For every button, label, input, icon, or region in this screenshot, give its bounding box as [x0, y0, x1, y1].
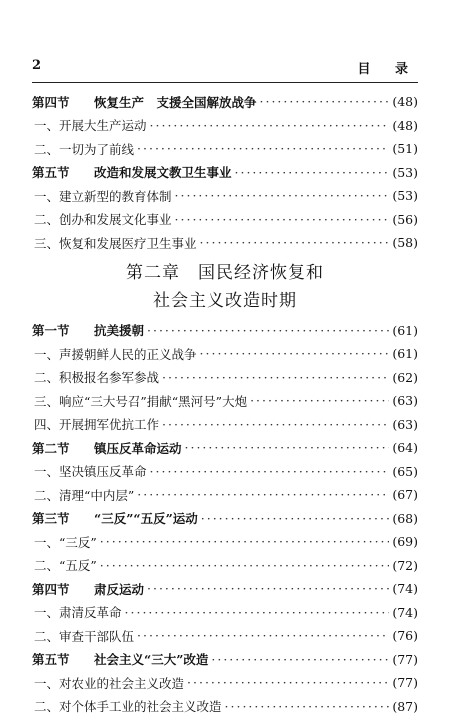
section-number: 第二节: [32, 439, 94, 457]
toc-item-entry[interactable]: [32, 366, 418, 390]
entry-page-number: (67): [392, 487, 418, 502]
dot-leader: [185, 440, 390, 455]
toc-item-entry[interactable]: [32, 530, 418, 554]
entry-page-number: (48): [392, 118, 418, 133]
entry-page-number: (61): [392, 346, 418, 361]
entry-page-number: (51): [392, 141, 418, 156]
item-index: 二、: [34, 486, 59, 504]
entry-page-number: (63): [392, 393, 418, 408]
item-index: 三、: [34, 234, 59, 252]
toc-section-entry[interactable]: [32, 90, 418, 114]
dot-leader: [187, 675, 389, 690]
toc-item-entry[interactable]: [32, 601, 418, 625]
dot-leader: [200, 235, 390, 250]
toc-item-entry[interactable]: [32, 137, 418, 161]
entry-page-number: (68): [392, 511, 418, 526]
item-index: 一、: [34, 187, 59, 205]
entry-title: 社会主义“三大”改造: [94, 650, 208, 668]
entry-title: “五反”: [59, 556, 97, 574]
dot-leader: [150, 464, 390, 479]
entry-page-number: (61): [392, 323, 418, 338]
dot-leader: [150, 118, 390, 133]
entry-title: 坚决镇压反革命: [59, 462, 147, 480]
entry-title: 恢复生产 支援全国解放战争: [94, 93, 257, 111]
toc-block-2: [32, 319, 418, 718]
dot-leader: [137, 628, 389, 643]
entry-title: “三反”“五反”运动: [94, 509, 198, 527]
entry-page-number: (77): [392, 652, 418, 667]
chapter-title-line2: 社会主义改造时期: [32, 287, 418, 315]
entry-title: 改造和发展文教卫生事业: [94, 163, 232, 181]
item-index: 一、: [34, 533, 59, 551]
dot-leader: [175, 212, 390, 227]
entry-title: 镇压反革命运动: [94, 439, 182, 457]
entry-page-number: (72): [392, 558, 418, 573]
entry-page-number: (63): [392, 417, 418, 432]
entry-title: 肃清反革命: [59, 603, 122, 621]
dot-leader: [137, 141, 389, 156]
header-rule: [32, 82, 418, 83]
entry-title: 对农业的社会主义改造: [59, 674, 184, 692]
entry-title: 清理“中内层”: [59, 486, 134, 504]
dot-leader: [162, 370, 389, 385]
entry-page-number: (87): [392, 699, 418, 714]
toc-item-entry[interactable]: [32, 231, 418, 255]
entry-page-number: (76): [392, 628, 418, 643]
toc-item-entry[interactable]: [32, 114, 418, 138]
toc-item-entry[interactable]: [32, 483, 418, 507]
toc-item-entry[interactable]: [32, 624, 418, 648]
toc-item-entry[interactable]: [32, 554, 418, 578]
dot-leader: [235, 165, 390, 180]
toc-item-entry[interactable]: [32, 671, 418, 695]
toc-section-entry[interactable]: [32, 436, 418, 460]
entry-title: 肃反运动: [94, 580, 144, 598]
entry-title: 声援朝鲜人民的正义战争: [59, 345, 197, 363]
dot-leader: [250, 393, 389, 408]
entry-page-number: (64): [392, 440, 418, 455]
toc-block-1: [32, 90, 418, 255]
item-index: 二、: [34, 140, 59, 158]
item-index: 一、: [34, 116, 59, 134]
entry-page-number: (48): [392, 94, 418, 109]
entry-page-number: (53): [392, 188, 418, 203]
item-index: 二、: [34, 627, 59, 645]
entry-page-number: (74): [392, 605, 418, 620]
entry-title: “三反”: [59, 533, 97, 551]
item-index: 一、: [34, 674, 59, 692]
entry-page-number: (65): [392, 464, 418, 479]
dot-leader: [162, 417, 389, 432]
entry-title: 抗美援朝: [94, 321, 144, 339]
toc-list: [32, 90, 418, 718]
item-index: 二、: [34, 210, 59, 228]
header-title: 目 录: [357, 58, 418, 77]
section-number: 第三节: [32, 509, 94, 527]
toc-item-entry[interactable]: [32, 460, 418, 484]
page-header: [32, 58, 418, 80]
entry-page-number: (58): [392, 235, 418, 250]
entry-page-number: (74): [392, 581, 418, 596]
item-index: 一、: [34, 603, 59, 621]
item-index: 三、: [34, 392, 59, 410]
toc-item-entry[interactable]: [32, 389, 418, 413]
toc-section-entry[interactable]: [32, 507, 418, 531]
toc-item-entry[interactable]: [32, 342, 418, 366]
toc-item-entry[interactable]: [32, 208, 418, 232]
entry-page-number: (62): [392, 370, 418, 385]
item-index: 二、: [34, 556, 59, 574]
section-number: 第一节: [32, 321, 94, 339]
dot-leader: [125, 605, 390, 620]
section-number: 第四节: [32, 93, 94, 111]
entry-title: 开展拥军优抗工作: [59, 415, 159, 433]
entry-title: 一切为了前线: [59, 140, 134, 158]
dot-leader: [225, 699, 390, 714]
entry-title: 开展大生产运动: [59, 116, 147, 134]
entry-title: 创办和发展文化事业: [59, 210, 172, 228]
dot-leader: [100, 534, 390, 549]
dot-leader: [211, 652, 389, 667]
item-index: 一、: [34, 462, 59, 480]
dot-leader: [260, 94, 390, 109]
toc-item-entry[interactable]: [32, 184, 418, 208]
section-number: 第五节: [32, 163, 94, 181]
dot-leader: [147, 323, 389, 338]
dot-leader: [175, 188, 390, 203]
item-index: 二、: [34, 368, 59, 386]
entry-page-number: (77): [392, 675, 418, 690]
entry-title: 积极报名参军参战: [59, 368, 159, 386]
toc-section-entry[interactable]: [32, 161, 418, 185]
chapter-heading: [32, 259, 418, 315]
entry-title: 审查干部队伍: [59, 627, 134, 645]
toc-section-entry[interactable]: [32, 577, 418, 601]
section-number: 第四节: [32, 580, 94, 598]
chapter-title-line1: 第二章 国民经济恢复和: [32, 259, 418, 287]
entry-page-number: (69): [392, 534, 418, 549]
toc-section-entry[interactable]: [32, 648, 418, 672]
entry-title: 响应“三大号召”捐献“黑河号”大炮: [59, 392, 247, 410]
dot-leader: [137, 487, 389, 502]
dot-leader: [201, 511, 390, 526]
toc-section-entry[interactable]: [32, 319, 418, 343]
item-index: 四、: [34, 415, 59, 433]
entry-title: 恢复和发展医疗卫生事业: [59, 234, 197, 252]
item-index: 一、: [34, 345, 59, 363]
item-index: 二、: [34, 697, 59, 715]
section-number: 第五节: [32, 650, 94, 668]
page-number: 2: [32, 58, 41, 73]
dot-leader: [200, 346, 390, 361]
toc-item-entry[interactable]: [32, 413, 418, 437]
toc-item-entry[interactable]: [32, 695, 418, 718]
entry-title: 建立新型的教育体制: [59, 187, 172, 205]
entry-title: 对个体手工业的社会主义改造: [59, 697, 222, 715]
entry-page-number: (56): [392, 212, 418, 227]
entry-page-number: (53): [392, 165, 418, 180]
dot-leader: [147, 581, 389, 596]
dot-leader: [100, 558, 390, 573]
